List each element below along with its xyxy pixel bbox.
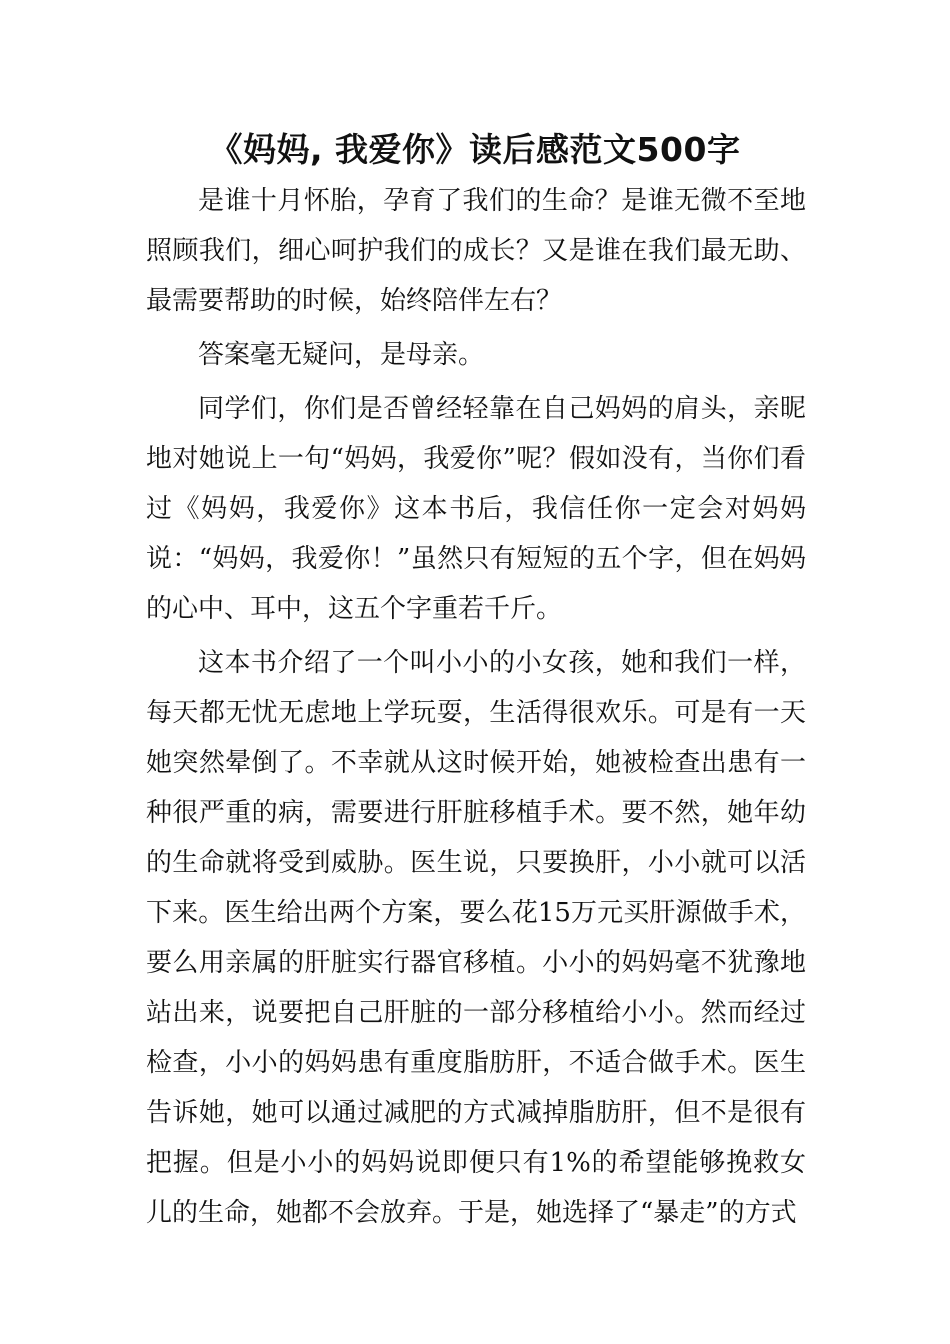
- document-body: [146, 176, 806, 1238]
- document-title: 《妈妈, 我爱你》读后感范文500字: [209, 130, 741, 169]
- paragraph-answer: 答案毫无疑问，是母亲。: [198, 340, 485, 370]
- paragraph-story: 这本书介绍了一个叫小小的小女孩，她和我们一样，每天都无忧无虑地上学玩耍，生活得很欢乐。可是有一天她突然晕倒了。不幸就从这时候开始，她被检查出患有一种很严重的病，需要进行肝脏移植手术。要不然，她年幼的生命就将受到威胁。医生说，只要换肝，小小就可以活下来。医生给出两个方案，要么花15万元买肝源做手术，要么用亲属的肝脏实行器官移植。小小的妈妈毫不犹豫地站出来，说要把自己肝脏的一部分移植给小小。然而经过检查，小小的妈妈患有重度脂肪肝，不适合做手术。医生告诉她，她可以通过减肥的方式减掉脂肪肝，但不是很有把握。但是小小的妈妈说即便只有1%的希望能够挽救女儿的生命，她都不会放弃。于是，她选择了“暴走”的方式: [146, 648, 806, 1228]
- paragraph-intro: 是谁十月怀胎，孕育了我们的生命？是谁无微不至地照顾我们，细心呵护我们的成长？又是谁在我们最无助、最需要帮助的时候，始终陪伴左右？: [146, 186, 806, 316]
- paragraph-classmates: 同学们，你们是否曾经轻靠在自己妈妈的肩头，亲昵地对她说上一句“妈妈，我爱你”呢？假如没有，当你们看过《妈妈，我爱你》这本书后，我信任你一定会对妈妈说：“妈妈，我爱你！”虽然只有短短的五个字，但在妈妈的心中、耳中，这五个字重若千斤。: [146, 394, 806, 624]
